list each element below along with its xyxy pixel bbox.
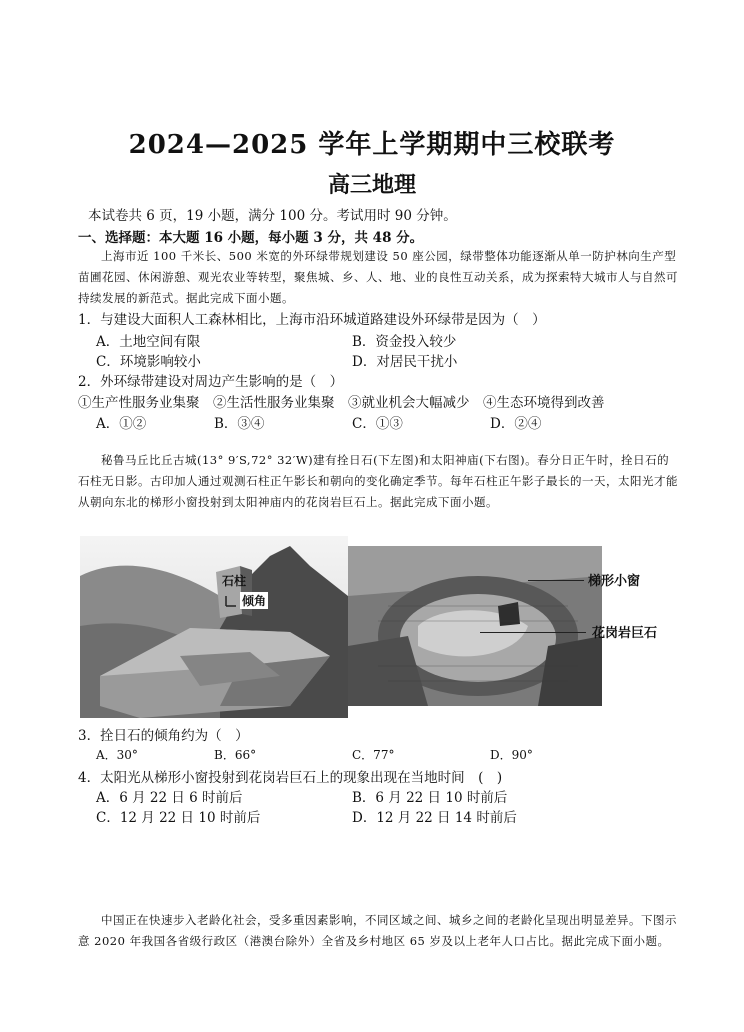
question-2-option-c: C．①③ (352, 416, 403, 432)
question-3-option-d: D．90° (490, 748, 533, 762)
window-label: 梯形小窗 (588, 574, 641, 589)
question-2-option-b: B．③④ (214, 416, 265, 432)
question-4-option-a: A．6 月 22 日 6 时前后 (96, 790, 243, 806)
exam-title: 2024—2025 学年上学期期中三校联考 (128, 130, 616, 160)
question-3-option-b: B．66° (214, 748, 257, 762)
passage-3: 中国正在快速步入老龄化社会，受多重因素影响，不同区域之间、城乡之间的老龄化呈现出明显差异。下图示意 2020 年我国各省级行政区（港澳台除外）全省及乡村地区 65 岁及以上老年人口占比。据此完成下面小题。 (78, 913, 677, 948)
question-4-option-b: B．6 月 22 日 10 时前后 (352, 790, 508, 806)
intihuatana-stone-photo (80, 536, 348, 718)
question-3-option-c: C．77° (352, 748, 395, 762)
question-1-option-a: A．土地空间有限 (96, 334, 201, 350)
question-3-option-a: A．30° (96, 748, 138, 762)
question-2-stem: 2．外环绿带建设对周边产生影响的是（ ） (78, 374, 344, 390)
angle-label: 倾角 (242, 594, 267, 608)
passage-1: 上海市近 100 千米长、500 米宽的外环绿带规划建设 50 座公园，绿带整体功能逐渐从单一防护林向生产型苗圃花园、休闲游憩、观光农业等转型，聚焦城、乡、人、地、业的良性互动关系，成为探索特大城市人与自然可持续发展的新范式。据此完成下面小题。 (78, 249, 678, 305)
exam-subtitle: 高三地理 (327, 172, 416, 198)
section-heading: 一、选择题：本大题 16 小题，每小题 3 分，共 48 分。 (78, 230, 424, 246)
window-pointer (528, 580, 584, 581)
question-1-option-b: B．资金投入较少 (352, 334, 457, 350)
temple-of-sun-photo (348, 546, 602, 706)
question-1-stem: 1．与建设大面积人工森林相比，上海市沿环城道路建设外环绿带是因为（ ） (78, 312, 546, 328)
passage-2: 秘鲁马丘比丘古城(13° 9′S,72° 32′W)建有拴日石(下左图)和太阳神庙(下右图)。春分日正午时，拴日石的石柱无日影。古印加人通过观测石柱正午影长和朝向的变化确定季节。每年石柱正午影子最长的一天，太阳光才能从朝向东北的梯形小窗投射到太阳神庙内的花岗岩巨石上。据此完成下面小题。 (78, 453, 678, 509)
question-2-option-a: A．①② (96, 416, 147, 432)
question-3-stem: 3．拴日石的倾角约为（ ） (78, 728, 249, 744)
question-1-option-c: C．环境影响较小 (96, 354, 201, 370)
question-1-option-d: D．对居民干扰小 (352, 354, 458, 370)
question-4-option-c: C．12 月 22 日 10 时前后 (96, 810, 261, 826)
question-2-option-d: D．②④ (490, 416, 542, 432)
question-2-items: ①生产性服务业集聚 ②生活性服务业集聚 ③就业机会大幅减少 ④生态环境得到改善 (78, 395, 605, 411)
exam-intro: 本试卷共 6 页，19 小题，满分 100 分。考试用时 90 分钟。 (88, 208, 457, 224)
pillar-label: 石柱 (222, 574, 247, 588)
rock-label: 花岗岩巨石 (592, 626, 658, 641)
question-4-option-d: D．12 月 22 日 14 时前后 (352, 810, 517, 826)
rock-pointer (480, 632, 586, 633)
question-4-stem: 4．太阳光从梯形小窗投射到花岗岩巨石上的现象出现在当地时间 ( ) (78, 770, 503, 786)
